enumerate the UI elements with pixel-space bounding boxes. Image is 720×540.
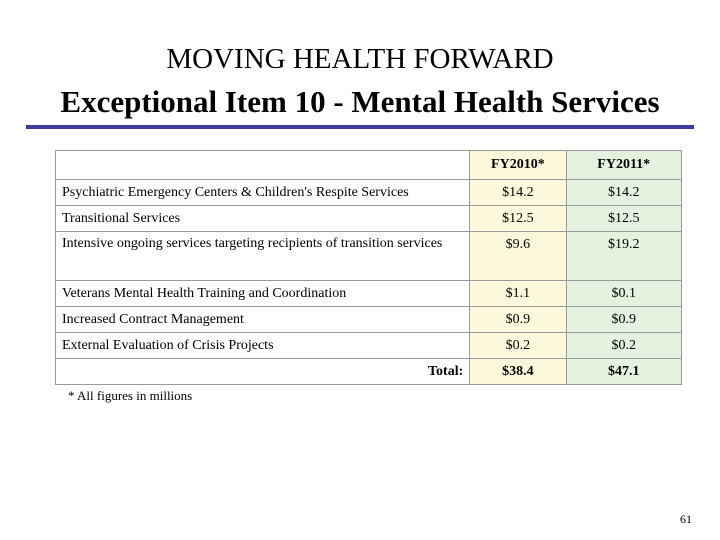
table-row (56, 281, 682, 307)
row-fy2011: $0.1 (566, 281, 682, 307)
row-fy2010: $14.2 (470, 180, 566, 206)
title-divider (26, 125, 694, 129)
total-row (56, 359, 682, 385)
table-row (56, 307, 682, 333)
header-label (56, 151, 470, 180)
row-label: Veterans Mental Health Training and Coordination (56, 281, 470, 307)
total-fy2010: $38.4 (470, 359, 566, 385)
table-row (56, 206, 682, 232)
row-fy2010: $9.6 (470, 232, 566, 281)
table-row (56, 333, 682, 359)
slide-title: MOVING HEALTH FORWARD (166, 43, 554, 75)
row-label: Increased Contract Management (56, 307, 470, 333)
funding-table (55, 150, 682, 385)
row-fy2011: $0.9 (566, 307, 682, 333)
header-fy2011: FY2011* (566, 151, 682, 180)
row-label: Psychiatric Emergency Centers & Children's Respite Services (56, 180, 470, 206)
row-fy2011: $0.2 (566, 333, 682, 359)
row-fy2010: $0.2 (470, 333, 566, 359)
table-header-row (56, 151, 682, 180)
page-number: 61 (680, 512, 692, 526)
table-row (56, 180, 682, 206)
row-label: Intensive ongoing services targeting recipients of transition services (56, 232, 470, 281)
slide-subtitle: Exceptional Item 10 - Mental Health Services (60, 84, 660, 119)
total-label: Total: (56, 359, 470, 385)
row-fy2010: $1.1 (470, 281, 566, 307)
row-fy2011: $19.2 (566, 232, 682, 281)
footnote: * All figures in millions (68, 388, 193, 403)
row-fy2010: $12.5 (470, 206, 566, 232)
total-fy2011: $47.1 (566, 359, 682, 385)
row-label: External Evaluation of Crisis Projects (56, 333, 470, 359)
row-label: Transitional Services (56, 206, 470, 232)
row-fy2011: $14.2 (566, 180, 682, 206)
header-fy2010: FY2010* (470, 151, 566, 180)
row-fy2010: $0.9 (470, 307, 566, 333)
table-row (56, 232, 682, 281)
row-fy2011: $12.5 (566, 206, 682, 232)
